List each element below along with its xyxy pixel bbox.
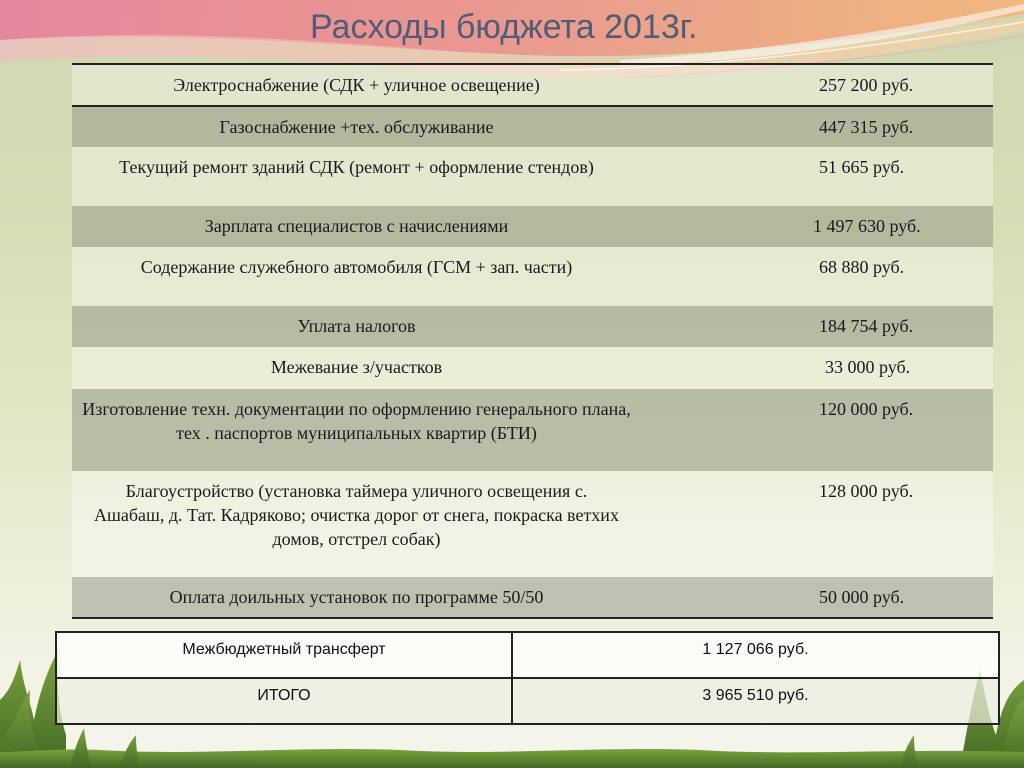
table-row [72, 306, 993, 347]
expense-amount: 51 665 руб. [819, 157, 905, 177]
expense-amount: 184 754 руб. [819, 316, 914, 336]
expense-name: Благоустройство (установка таймера уличного освещения с. Ашабаш, д. Тат. Кадряково; очистка дорог от снега, покраска ветхих домов, отстрел собак) [94, 481, 619, 549]
expense-amount: 50 000 руб. [819, 587, 905, 607]
summary-row-total [56, 678, 999, 724]
expense-name: Текущий ремонт зданий СДК (ремонт + оформление стендов) [119, 157, 594, 177]
summary-name: ИТОГО [56, 678, 512, 724]
summary-table [55, 631, 1000, 725]
expense-amount: 128 000 руб. [819, 481, 914, 501]
expense-name: Межевание з/участков [270, 357, 443, 377]
table-row [72, 106, 993, 147]
summary-row-transfer [56, 632, 999, 678]
expenses-table [72, 63, 993, 619]
expense-amount: 33 000 руб. [825, 357, 911, 377]
table-row [72, 577, 993, 618]
expense-name: Содержание служебного автомобиля (ГСМ + зап. части) [140, 257, 573, 277]
expense-amount: 257 200 руб. [641, 64, 993, 106]
expense-name: Зарплата специалистов с начислениями [204, 216, 509, 236]
summary-amount: 3 965 510 руб. [512, 678, 999, 724]
expense-amount: 1 497 630 руб. [813, 216, 921, 236]
expense-amount: 447 315 руб. [819, 117, 914, 137]
table-row [72, 64, 993, 106]
slide-title: Расходы бюджета 2013г. [310, 8, 698, 46]
table-row [72, 347, 993, 389]
summary-name: Межбюджетный трансферт [56, 632, 512, 678]
expense-name: Изготовление техн. документации по оформлению генерального плана, тех . паспортов муниципальных квартир (БТИ) [82, 399, 631, 443]
table-row [72, 206, 993, 247]
table-row [72, 247, 993, 306]
expense-name: Газоснабжение +тех. обслуживание [219, 117, 494, 137]
table-row [72, 389, 993, 471]
summary-amount: 1 127 066 руб. [512, 632, 999, 678]
table-row [72, 471, 993, 577]
expense-amount: 68 880 руб. [819, 257, 905, 277]
expense-name: Оплата доильных установок по программе 50/50 [169, 587, 544, 607]
expense-name: Электроснабжение (СДК + уличное освещение) [72, 64, 641, 106]
table-row [72, 147, 993, 206]
expense-name: Уплата налогов [297, 316, 416, 336]
expense-amount: 120 000 руб. [819, 399, 914, 419]
